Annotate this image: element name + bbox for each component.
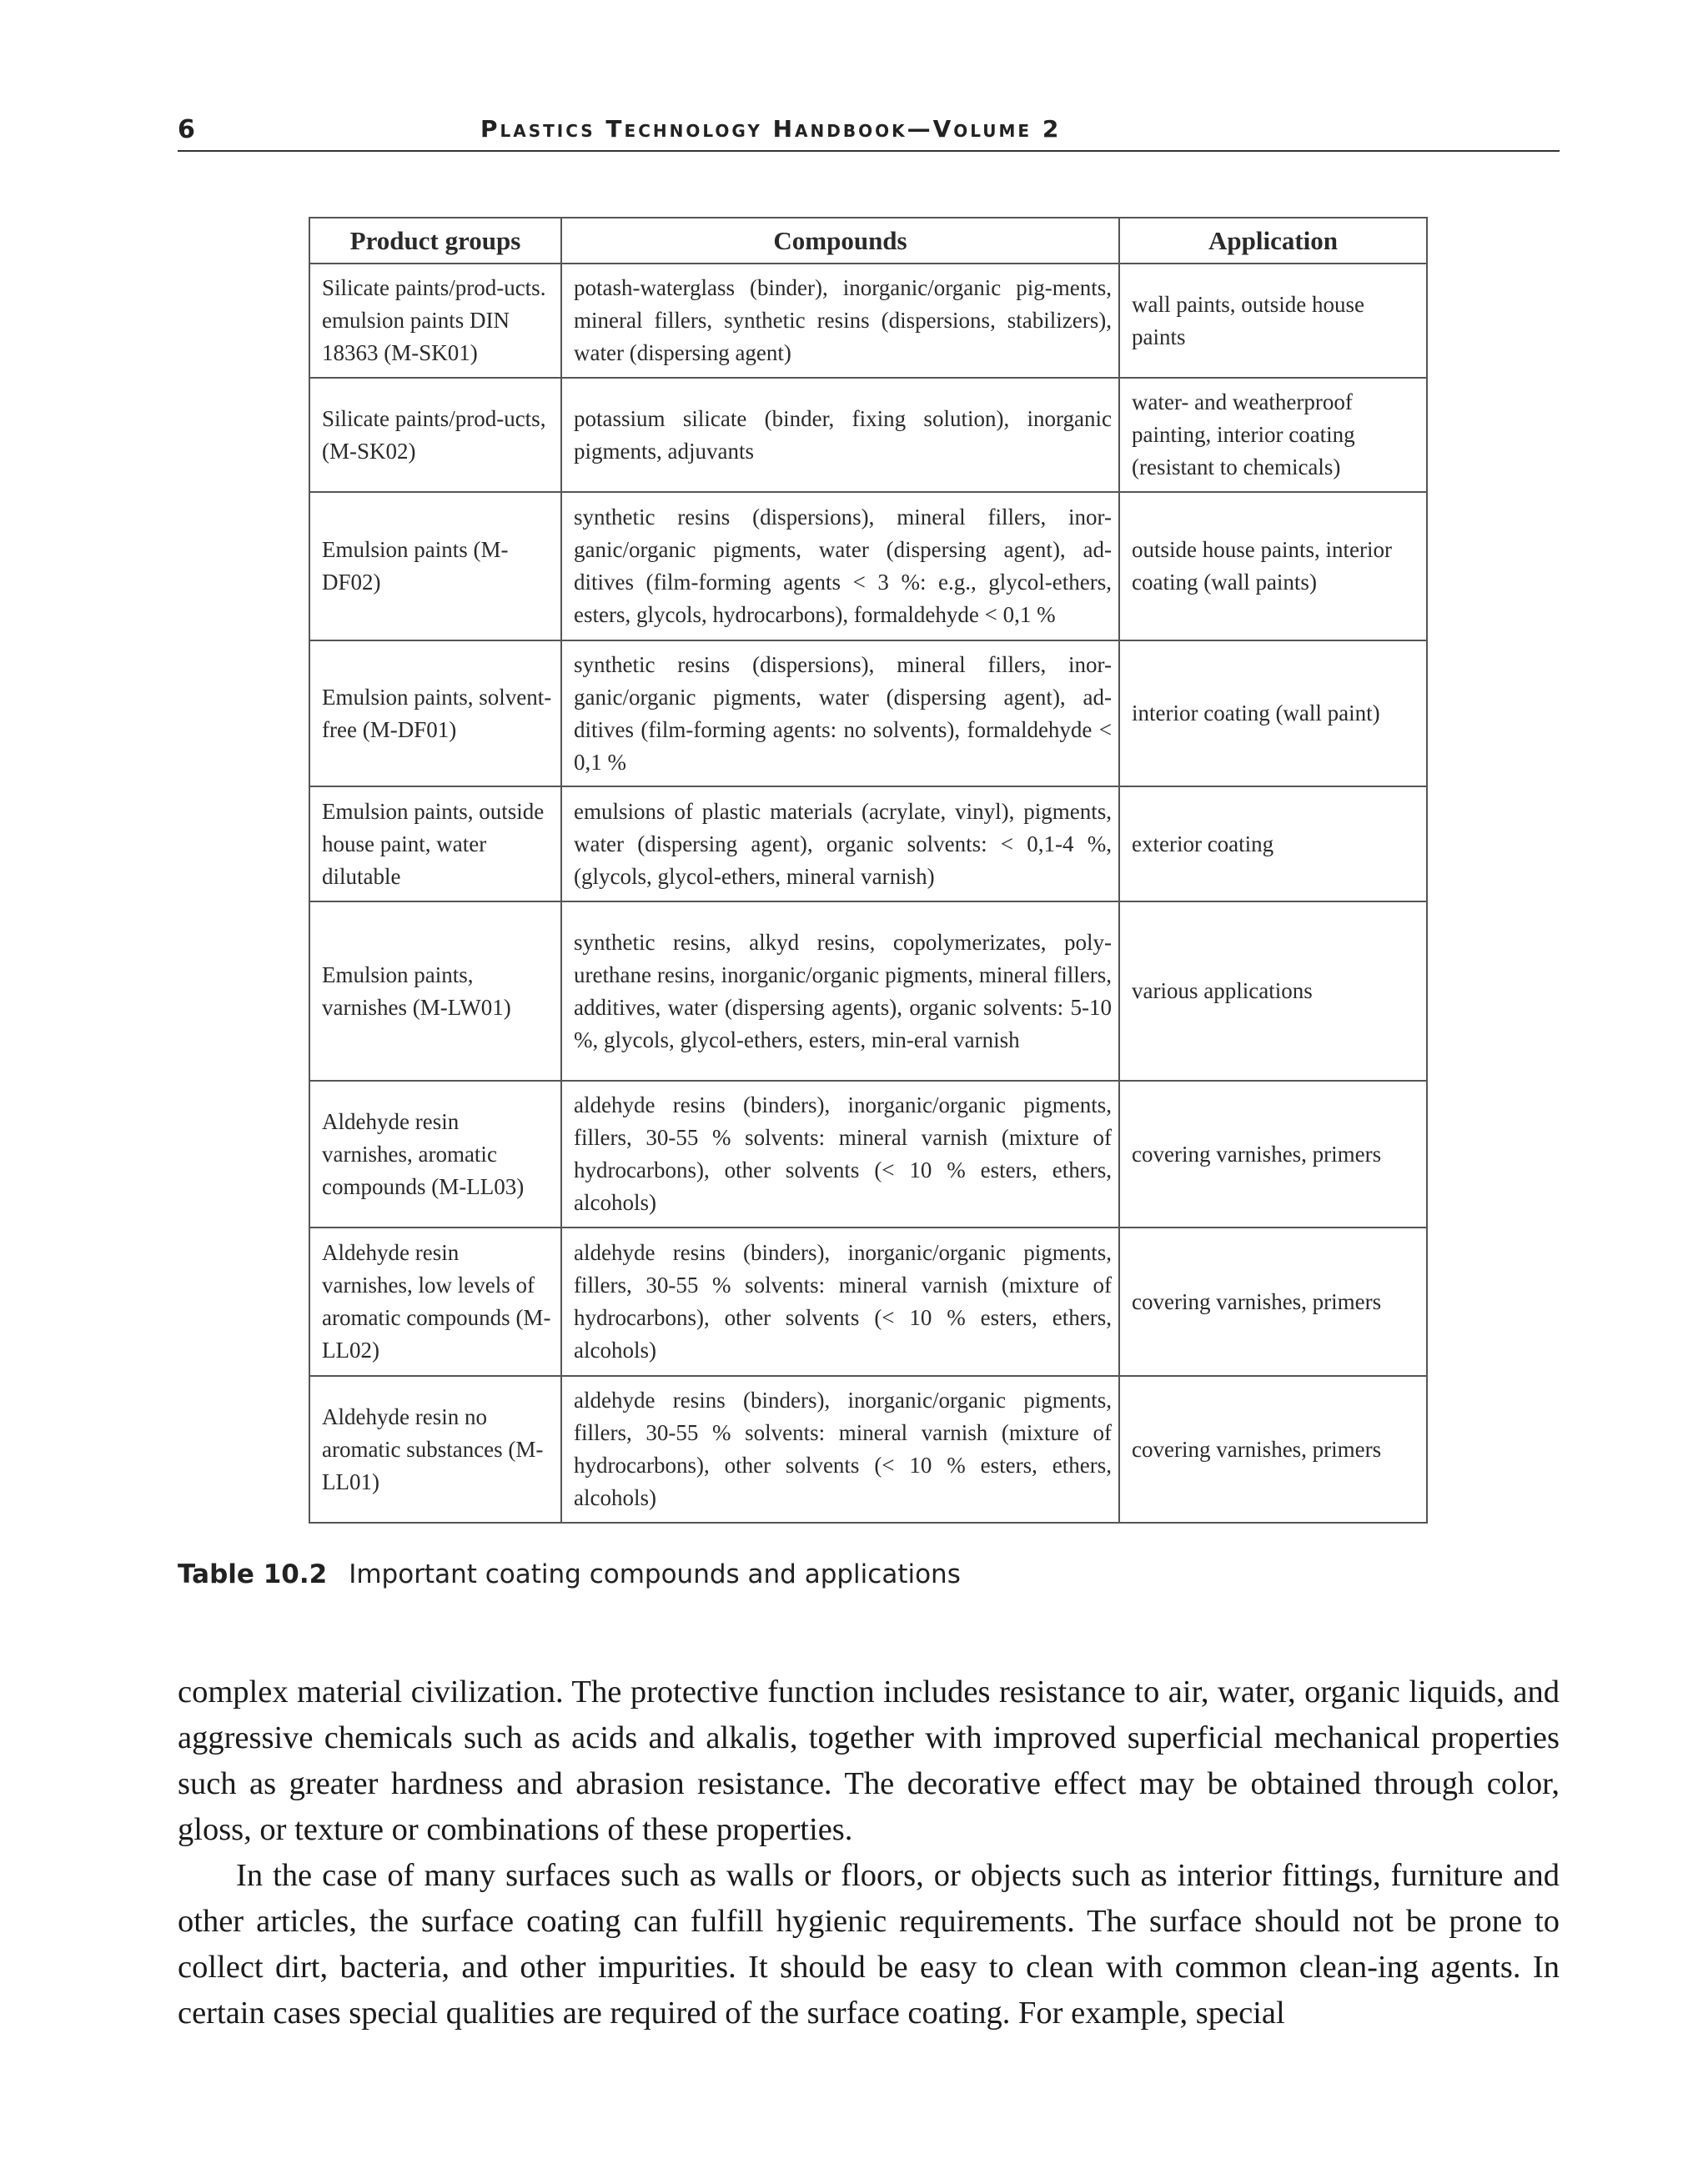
application-cell: covering varnishes, primers (1119, 1228, 1427, 1376)
page-number: 6 (178, 115, 195, 144)
product-group-cell: Emulsion paints, solvent-free (M-DF01) (309, 640, 561, 786)
column-header: Product groups (309, 218, 561, 264)
compounds-cell: synthetic resins, alkyd resins, copolymerizates, poly-urethane resins, inorganic/organic pigments, mineral fillers, additives, water (dispersing agents), organic solvents: 5-10 %, glycols, glycol-ethers, esters, min-eral varnish (561, 901, 1119, 1081)
table-row (309, 1376, 1427, 1523)
compounds-cell: potash-waterglass (binder), inorganic/organic pig-ments, mineral fillers, synthetic resins (dispersions, stabilizers), water (dispersing agent) (561, 264, 1119, 378)
product-group-cell: Aldehyde resin varnishes, low levels of aromatic compounds (M-LL02) (309, 1228, 561, 1376)
application-cell: wall paints, outside house paints (1119, 264, 1427, 378)
table-header-row (309, 218, 1427, 264)
compounds-cell: aldehyde resins (binders), inorganic/organic pigments, fillers, 30-55 % solvents: mineral varnish (mixture of hydrocarbons), other solvents (< 10 % esters, ethers, alcohols) (561, 1376, 1119, 1523)
coating-table (309, 217, 1428, 1524)
page-header (178, 115, 1560, 152)
product-group-cell: Aldehyde resin varnishes, aromatic compounds (M-LL03) (309, 1081, 561, 1228)
caption-label: Table 10.2 (178, 1559, 328, 1589)
compounds-cell: aldehyde resins (binders), inorganic/organic pigments, fillers, 30-55 % solvents: mineral varnish (mixture of hydrocarbons), other solvents (< 10 % esters, ethers, alcohols) (561, 1228, 1119, 1376)
application-cell: interior coating (wall paint) (1119, 640, 1427, 786)
product-group-cell: Silicate paints/prod-ucts. emulsion paints DIN 18363 (M-SK01) (309, 264, 561, 378)
caption-text: Important coating compounds and applications (349, 1559, 961, 1589)
table-row (309, 378, 1427, 492)
paragraph: complex material civilization. The protective function includes resistance to air, water, organic liquids, and aggressive chemicals such as acids and alkalis, together with improved superficial mechanical properties such as greater hardness and abrasion resistance. The decorative effect may be obtained through color, gloss, or texture or combinations of these properties. (178, 1674, 1560, 1847)
product-group-cell: Emulsion paints (M-DF02) (309, 492, 561, 640)
body-text (178, 1669, 1560, 2036)
compounds-cell: synthetic resins (dispersions), mineral fillers, inor-ganic/organic pigments, water (dispersing agent), ad-ditives (film-forming agents: no solvents), formaldehyde < 0,1 % (561, 640, 1119, 786)
paragraph: In the case of many surfaces such as walls or floors, or objects such as interior fittings, furniture and other articles, the surface coating can fulfill hygienic requirements. The surface should not be prone to collect dirt, bacteria, and other impurities. It should be easy to clean with common clean-ing agents. In certain cases special qualities are required of the surface coating. For example, special (178, 1858, 1560, 2031)
application-cell: exterior coating (1119, 786, 1427, 901)
table-row (309, 901, 1427, 1081)
product-group-cell: Silicate paints/prod-ucts, (M-SK02) (309, 378, 561, 492)
compounds-cell: emulsions of plastic materials (acrylate, vinyl), pigments, water (dispersing agent), organic solvents: < 0,1-4 %, (glycols, glycol-ethers, mineral varnish) (561, 786, 1119, 901)
table-row (309, 1081, 1427, 1228)
table-caption (178, 1559, 961, 1589)
table-row (309, 492, 1427, 640)
product-group-cell: Emulsion paints, outside house paint, water dilutable (309, 786, 561, 901)
compounds-cell: potassium silicate (binder, fixing solution), inorganic pigments, adjuvants (561, 378, 1119, 492)
application-cell: various applications (1119, 901, 1427, 1081)
application-cell: outside house paints, interior coating (wall paints) (1119, 492, 1427, 640)
product-group-cell: Emulsion paints, varnishes (M-LW01) (309, 901, 561, 1081)
compounds-cell: synthetic resins (dispersions), mineral fillers, inor-ganic/organic pigments, water (dispersing agent), ad-ditives (film-forming agents < 3 %: e.g., glycol-ethers, esters, glycols, hydrocarbons), formaldehyde < 0,1 % (561, 492, 1119, 640)
table-row (309, 264, 1427, 378)
table-row (309, 640, 1427, 786)
column-header: Compounds (561, 218, 1119, 264)
product-group-cell: Aldehyde resin no aromatic substances (M-LL01) (309, 1376, 561, 1523)
column-header: Application (1119, 218, 1427, 264)
application-cell: covering varnishes, primers (1119, 1081, 1427, 1228)
application-cell: water- and weatherproof painting, interior coating (resistant to chemicals) (1119, 378, 1427, 492)
table-row (309, 786, 1427, 901)
application-cell: covering varnishes, primers (1119, 1376, 1427, 1523)
compounds-cell: aldehyde resins (binders), inorganic/organic pigments, fillers, 30-55 % solvents: mineral varnish (mixture of hydrocarbons), other solvents (< 10 % esters, ethers, alcohols) (561, 1081, 1119, 1228)
running-title: Plastics Technology Handbook—Volume 2 (480, 115, 1062, 143)
table-row (309, 1228, 1427, 1376)
